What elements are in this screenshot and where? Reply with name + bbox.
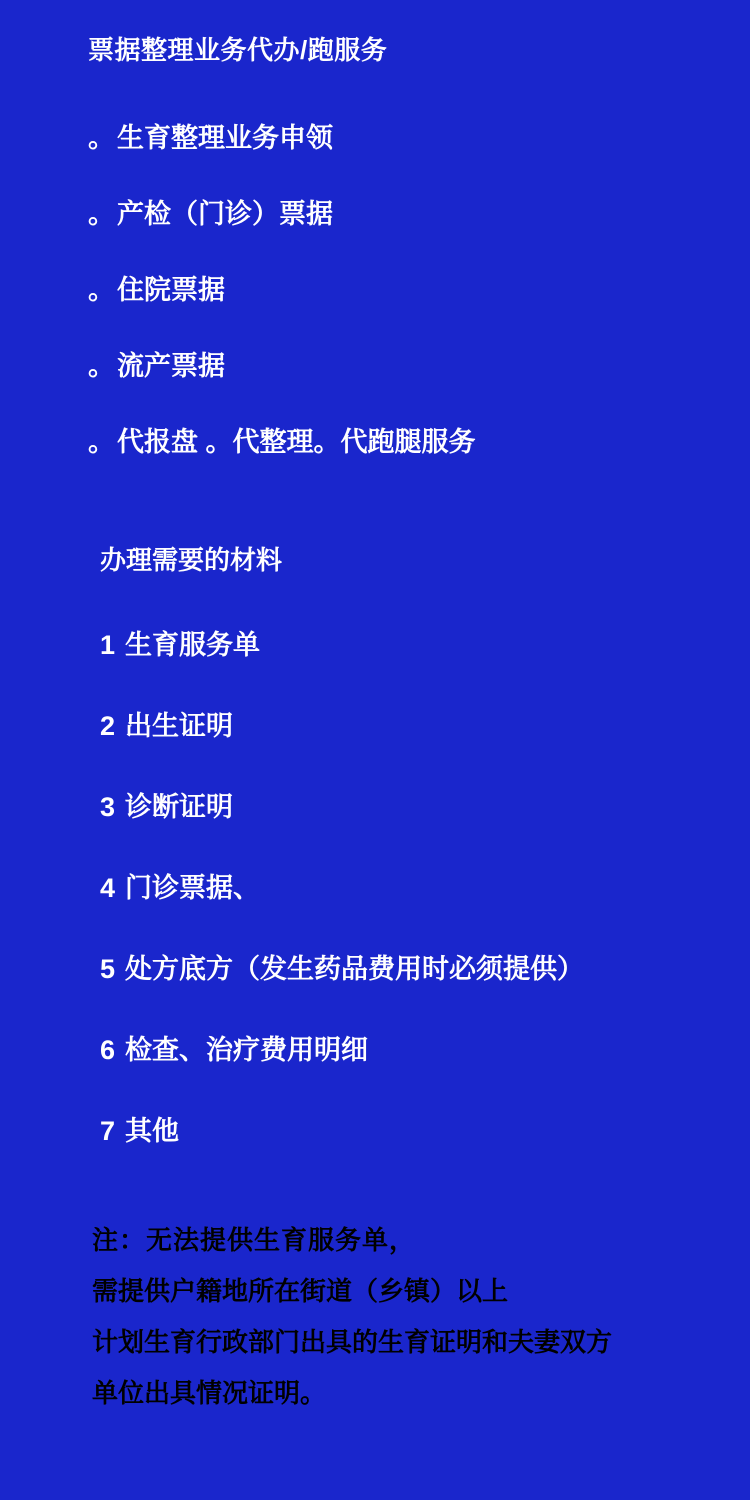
list-item-label: 诊断证明 xyxy=(125,792,234,822)
list-item-label: 其他 xyxy=(125,1116,180,1146)
list-item xyxy=(88,176,728,252)
list-item-number: 4 xyxy=(100,873,116,903)
list-item-label: 流产票据 xyxy=(117,351,225,381)
list-item xyxy=(88,404,728,480)
list-item-label: 生育整理业务申领 xyxy=(117,123,333,153)
note-block xyxy=(92,1215,742,1419)
list-item xyxy=(88,252,728,328)
materials-list xyxy=(100,605,740,1172)
materials-heading: 办理需要的材料 xyxy=(100,545,283,575)
list-item xyxy=(100,767,740,848)
list-item-number: 7 xyxy=(100,1116,116,1146)
list-item-label: 代报盘 。代整理。代跑腿服务 xyxy=(117,427,476,457)
services-list xyxy=(88,100,728,480)
list-item xyxy=(100,686,740,767)
list-item xyxy=(100,605,740,686)
list-item-label: 门诊票据、 xyxy=(125,873,261,903)
bullet-icon: 。 xyxy=(88,351,115,381)
list-item-label: 出生证明 xyxy=(125,711,234,741)
list-item xyxy=(88,100,728,176)
list-item-label: 生育服务单 xyxy=(125,630,261,660)
note-line: 计划生育行政部门出具的生育证明和夫妻双方 xyxy=(92,1327,613,1357)
bullet-icon: 。 xyxy=(88,275,115,305)
note-line: 注：无法提供生育服务单， xyxy=(92,1225,417,1255)
list-item-number: 2 xyxy=(100,711,116,741)
list-item-label: 处方底方（发生药品费用时必须提供） xyxy=(125,954,585,984)
list-item xyxy=(100,1010,740,1091)
list-item-label: 产检（门诊）票据 xyxy=(117,199,333,229)
list-item-number: 6 xyxy=(100,1035,116,1065)
list-item xyxy=(100,848,740,929)
list-item-number: 3 xyxy=(100,792,116,822)
bullet-icon: 。 xyxy=(88,427,115,457)
list-item-label: 检查、治疗费用明细 xyxy=(125,1035,369,1065)
list-item xyxy=(100,1091,740,1172)
bullet-icon: 。 xyxy=(88,199,115,229)
note-line: 单位出具情况证明。 xyxy=(92,1378,327,1408)
list-item xyxy=(100,929,740,1010)
note-line: 需提供户籍地所在街道（乡镇）以上 xyxy=(92,1276,509,1306)
list-item-number: 5 xyxy=(100,954,116,984)
bullet-icon: 。 xyxy=(88,123,115,153)
list-item xyxy=(88,328,728,404)
list-item-label: 住院票据 xyxy=(117,275,225,305)
list-item-number: 1 xyxy=(100,630,116,660)
page-title: 票据整理业务代办/跑服务 xyxy=(88,35,388,65)
